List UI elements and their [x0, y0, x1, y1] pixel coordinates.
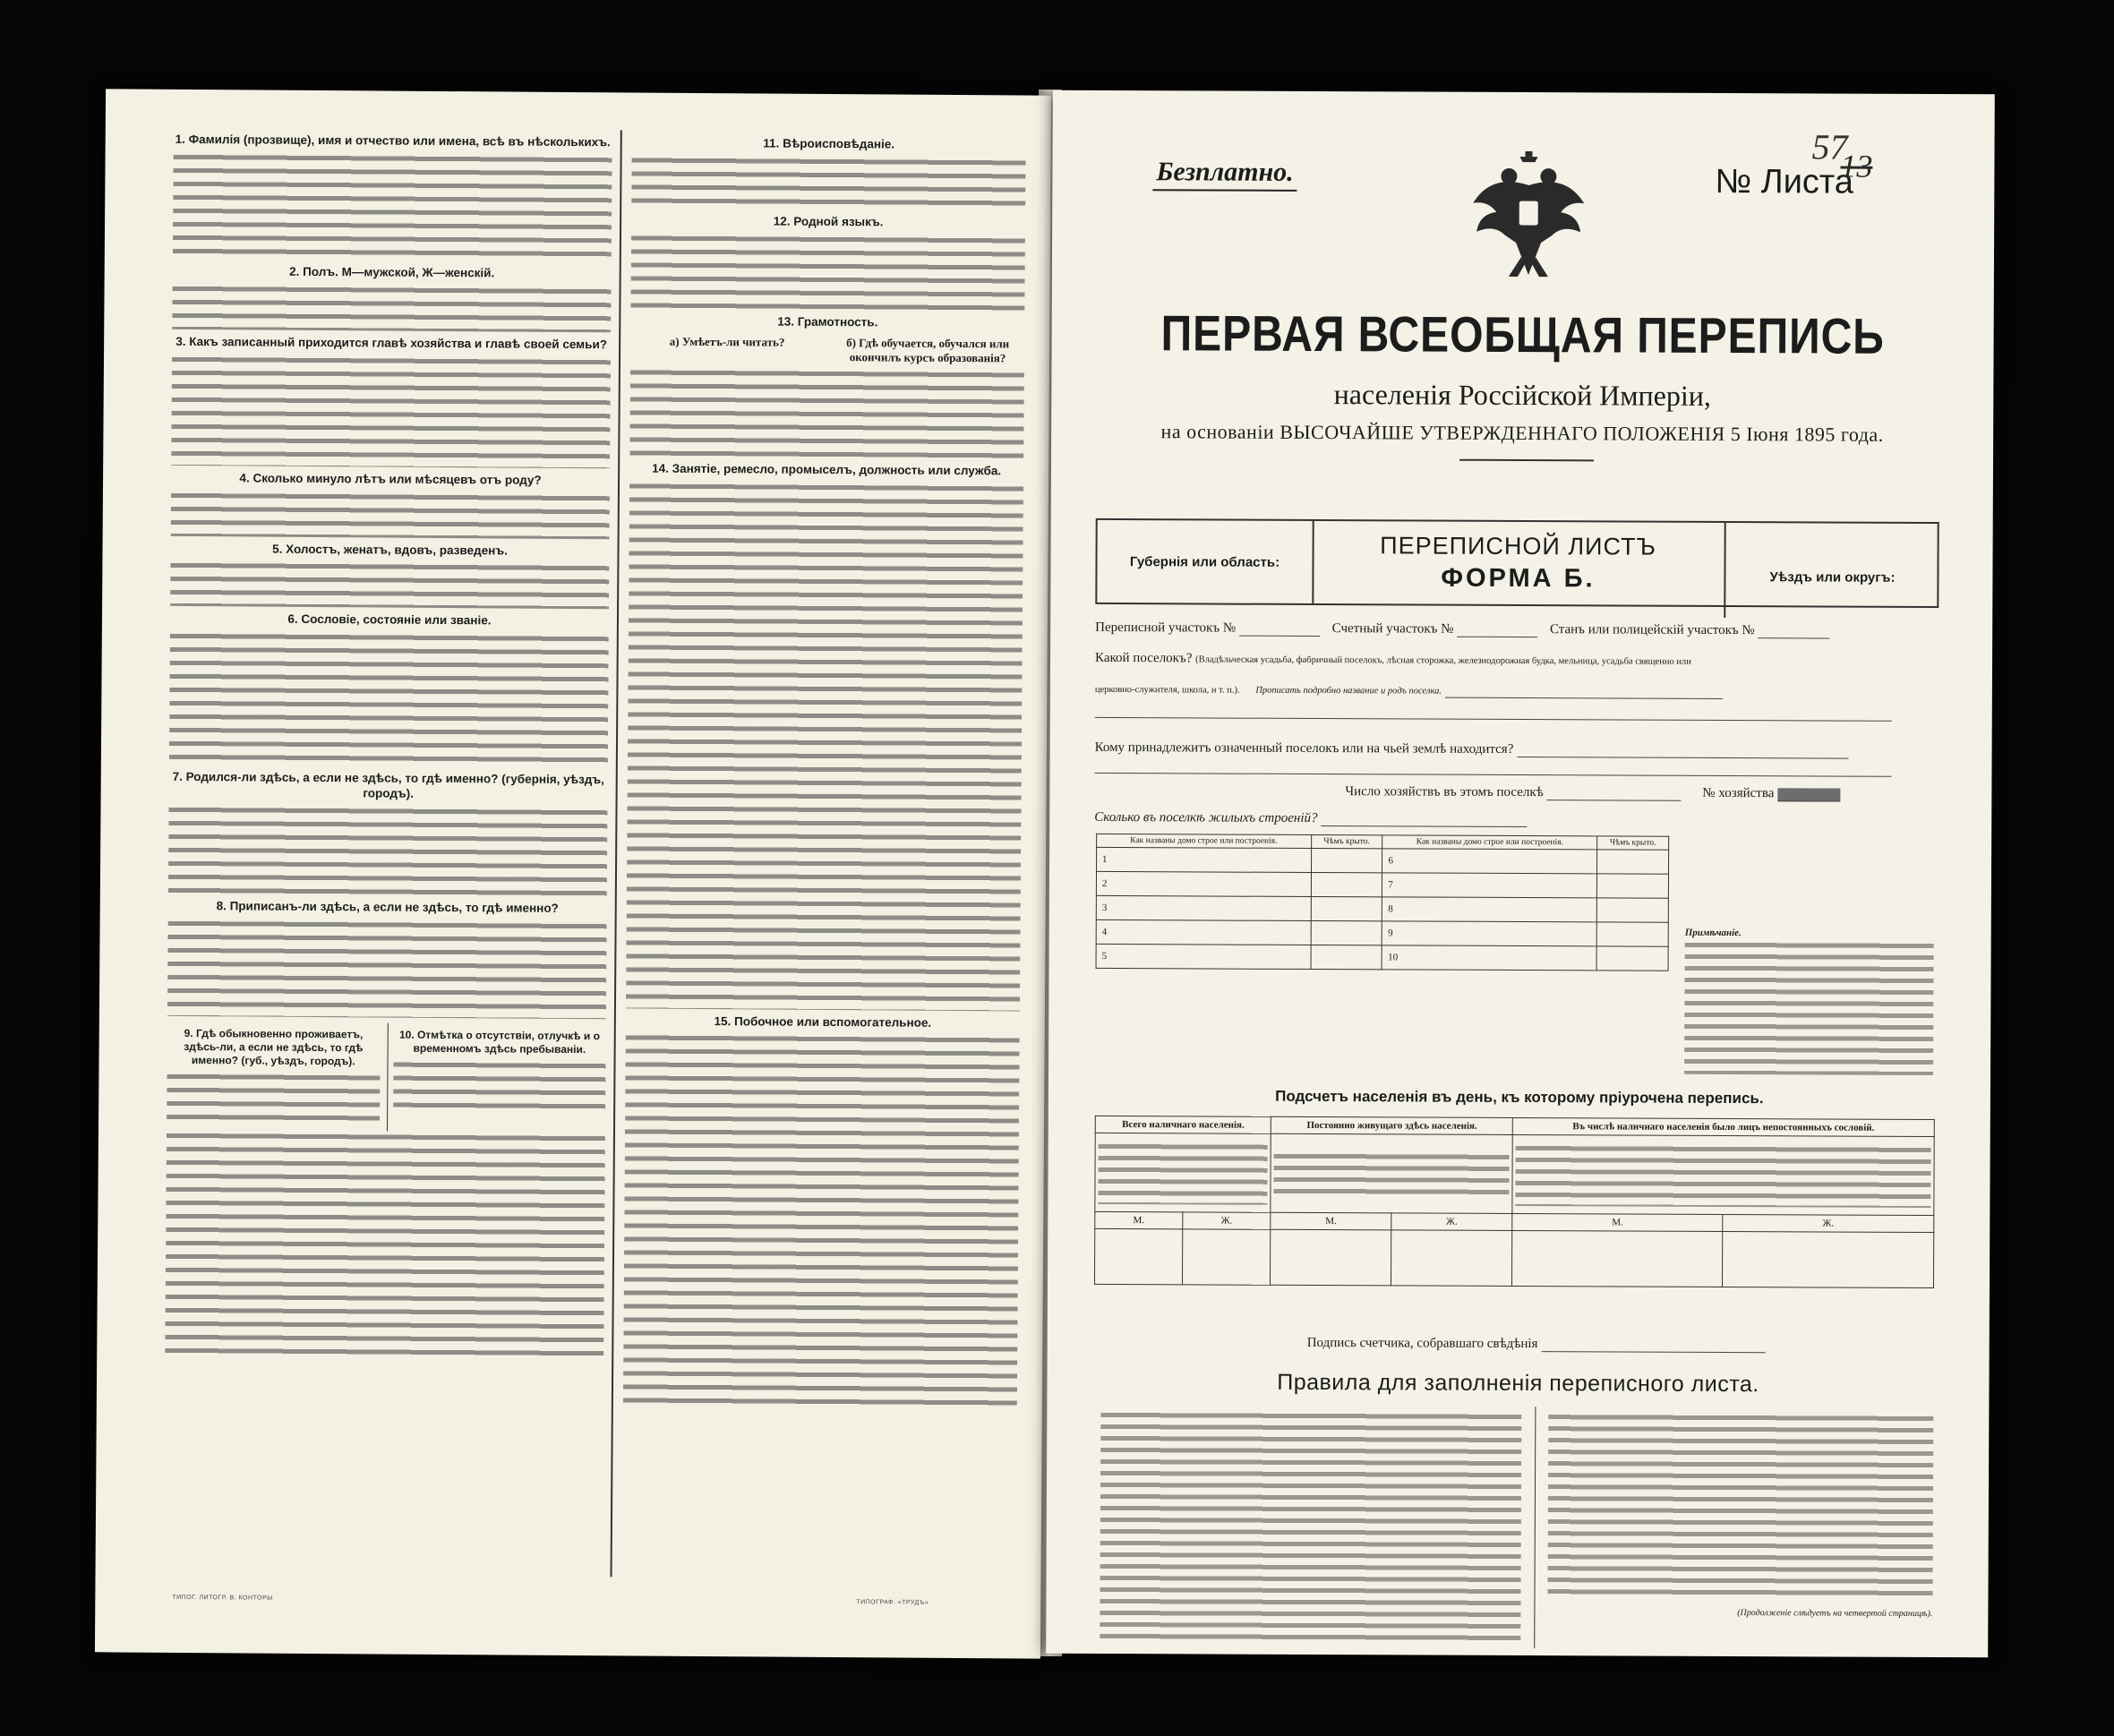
- side-note-title: Примѣчаніе.: [1684, 927, 1742, 939]
- roof-cell[interactable]: [1311, 848, 1382, 872]
- roof-cell[interactable]: [1311, 872, 1382, 896]
- row-number[interactable]: 2: [1096, 871, 1311, 896]
- title-divider: [1459, 459, 1594, 462]
- rules-column-2: [1547, 1412, 1933, 1620]
- signature-row: [1092, 1335, 1932, 1354]
- section-heading: 6. Сословіе, состояніе или званіе.: [287, 612, 492, 628]
- population-table: [1094, 1116, 1935, 1288]
- rules-column-1: [1100, 1410, 1521, 1645]
- male-label: М.: [1512, 1213, 1723, 1231]
- count-cell[interactable]: [1723, 1231, 1934, 1287]
- district-label: Переписной участокъ №: [1095, 620, 1237, 636]
- table-row: [1096, 895, 1668, 922]
- rules-continued: (Продолженіе слѣдуетъ на четвертой страницѣ).: [1737, 1608, 1933, 1620]
- row-number[interactable]: 6: [1382, 849, 1597, 874]
- census-decree: на основаніи ВЫСОЧАЙШЕ УТВЕРЖДЕННАГО ПОЛОЖЕНІЯ 5 Іюня 1895 года.: [1160, 420, 1884, 446]
- male-label: М.: [1095, 1211, 1183, 1228]
- rules-divider: [1534, 1407, 1536, 1648]
- section-text: [167, 918, 607, 1019]
- pop-col-total: Всего наличнаго населенія.: [1095, 1116, 1271, 1133]
- section-text: [167, 1071, 380, 1126]
- count-cell[interactable]: [1094, 1228, 1182, 1284]
- section-3: [171, 335, 611, 468]
- section-text: [623, 1032, 1020, 1411]
- section-text: [629, 366, 1024, 458]
- section-text: [165, 1130, 605, 1356]
- settlement-row-2: [1095, 681, 1935, 700]
- section-heading: 15. Побочное или вспомогательное.: [714, 1013, 932, 1030]
- pop-note: [1271, 1133, 1512, 1213]
- section-text: [168, 804, 608, 896]
- form-header-box: [1095, 518, 1939, 608]
- population-heading: Подсчетъ населенія въ день, къ которому пріурочена перепись.: [1275, 1087, 1764, 1107]
- section-13-subheads: [630, 334, 1024, 369]
- section-heading: 2. Полъ. М—мужской, Ж—женскій.: [289, 264, 495, 280]
- imperial-eagle-icon: [1466, 150, 1592, 285]
- buildings-table: [1096, 834, 1670, 971]
- side-note: [1684, 928, 1934, 1075]
- stan-label: Станъ или полицейскій участокъ №: [1549, 622, 1755, 638]
- signature-label: Подпись счетчика, собравшаго свѣдѣнія: [1306, 1335, 1538, 1352]
- female-label: Ж.: [1723, 1214, 1934, 1232]
- table-row: [1096, 944, 1668, 971]
- section-subheading: б) Гдѣ обучается, обучался или окончилъ курсъ образованія?: [846, 335, 1010, 364]
- count-cell[interactable]: [1182, 1229, 1271, 1285]
- rules-heading: Правила для заполненія переписного листа.: [1277, 1369, 1759, 1398]
- settlement-question: Какой поселокъ?: [1095, 650, 1193, 666]
- counting-label: Счетный участокъ №: [1331, 621, 1454, 637]
- settlement-line[interactable]: [1095, 717, 1892, 722]
- section-13: [629, 313, 1024, 458]
- buildings-question: Сколько въ поселкѣ жилыхъ строеній?: [1094, 809, 1318, 826]
- handwritten-number: 57: [1811, 126, 1848, 167]
- section-12: [630, 213, 1025, 311]
- buildings-head-roof: Чѣмъ крыто.: [1311, 834, 1382, 848]
- owner-question: Кому принадлежитъ означенный поселокъ или на чьей землѣ находится?: [1094, 740, 1514, 757]
- instructions-column-2: [621, 130, 1025, 1586]
- section-heading: 3. Какъ записанный приходится главѣ хозяйства и главѣ своей семьи?: [175, 334, 608, 352]
- section-1: [173, 133, 612, 261]
- guberniya-label: Губернія или область:: [1097, 520, 1314, 603]
- roof-cell[interactable]: [1596, 874, 1668, 898]
- section-text: [173, 151, 612, 261]
- section-6: [169, 611, 609, 767]
- section-subheading: а) Умѣетъ-ли читать?: [669, 334, 785, 349]
- stan-field[interactable]: [1758, 625, 1829, 638]
- right-page: [1046, 90, 1995, 1658]
- roof-cell[interactable]: [1311, 896, 1382, 920]
- sheet-number-value: 13: [1840, 148, 1873, 184]
- section-11: [631, 135, 1026, 210]
- section-heading: 9. Гдѣ обыкновенно проживаетъ, здѣсь-ли, а если не здѣсь, то гдѣ именно? (губ., уѣздъ, городъ).: [184, 1026, 364, 1068]
- sections-9-10: [167, 1022, 606, 1133]
- roof-cell[interactable]: [1596, 850, 1668, 874]
- row-number[interactable]: 8: [1382, 897, 1597, 922]
- households-field[interactable]: [1547, 787, 1682, 801]
- owner-line[interactable]: [1094, 773, 1891, 777]
- roof-cell[interactable]: [1596, 898, 1668, 922]
- section-heading: 5. Холостъ, женатъ, вдовъ, разведенъ.: [272, 542, 508, 557]
- side-note-text: [1684, 940, 1934, 1075]
- section-heading: 10. Отмѣтка о отсутствіи, отлучкѣ и о временномъ здѣсь пребываніи.: [398, 1028, 601, 1056]
- section-2: [172, 264, 611, 332]
- row-number[interactable]: 3: [1096, 895, 1311, 920]
- buildings-field[interactable]: [1321, 813, 1527, 827]
- pop-note: [1512, 1134, 1934, 1215]
- section-heading: 13. Грамотность.: [777, 314, 878, 329]
- owner-field[interactable]: [1517, 744, 1848, 759]
- female-label: Ж.: [1183, 1212, 1271, 1229]
- form-label: ФОРМА Б.: [1441, 563, 1596, 594]
- instructions-column-1: [163, 127, 612, 1584]
- free-label: Безплатно.: [1152, 157, 1297, 192]
- district-row: [1095, 620, 1935, 639]
- section-8: [167, 899, 607, 1019]
- section-heading: 12. Родной языкъ.: [773, 214, 884, 229]
- male-label: М.: [1271, 1212, 1391, 1230]
- buildings-row: [1094, 810, 1934, 829]
- left-page: [95, 89, 1051, 1658]
- female-label: Ж.: [1391, 1213, 1512, 1231]
- buildings-head-roof: Чѣмъ крыто.: [1597, 836, 1669, 850]
- section-10: [386, 1022, 605, 1133]
- section-text: [171, 489, 610, 538]
- roof-cell[interactable]: [1311, 920, 1382, 945]
- section-text: [630, 232, 1025, 311]
- roof-cell[interactable]: [1596, 922, 1668, 946]
- buildings-head-name: Как названы домо строе или построенія.: [1097, 834, 1312, 848]
- printer-imprint: ТИПОГРАФ. «ТРУДЪ»: [856, 1599, 929, 1606]
- column-divider: [611, 130, 622, 1577]
- section-text: [626, 480, 1023, 1011]
- census-subtitle: населенія Россійской Имперіи,: [1333, 378, 1712, 412]
- section-heading: 11. Вѣроисповѣданіе.: [763, 136, 895, 151]
- pop-note-text: [1516, 1142, 1931, 1207]
- section-text: [171, 353, 611, 467]
- count-cell[interactable]: [1391, 1230, 1512, 1287]
- table-row: [1096, 919, 1668, 946]
- section-text: [631, 154, 1025, 210]
- settlement-note-3: Прописать подробно название и родъ поселка.: [1255, 685, 1442, 697]
- section-14: [626, 461, 1023, 1011]
- rules-text: [1100, 1410, 1521, 1645]
- roof-cell[interactable]: [1311, 945, 1382, 969]
- household-number-label: № хозяйства: [1702, 785, 1775, 801]
- sheet-title: ПЕРЕПИСНОЙ ЛИСТЪ: [1380, 532, 1657, 560]
- section-heading: 14. Занятіе, ремесло, промыселъ, должность или служба.: [652, 461, 1002, 477]
- uezd-label: Уѣздъ или округъ:: [1724, 523, 1939, 619]
- pop-col-permanent: Постоянно живущаго здѣсь населенія.: [1271, 1116, 1513, 1134]
- sheet-title-cell: [1312, 521, 1724, 605]
- section-text: [170, 560, 609, 609]
- district-field[interactable]: [1239, 623, 1320, 637]
- roof-cell[interactable]: [1596, 946, 1668, 971]
- row-number[interactable]: 10: [1382, 945, 1597, 971]
- section-text: [172, 283, 611, 332]
- pop-note: [1095, 1133, 1271, 1212]
- pop-note-text: [1098, 1141, 1268, 1204]
- section-4: [171, 470, 610, 538]
- table-row: [1097, 847, 1669, 874]
- section-heading: 1. Фамилія (прозвище), имя и отчество или имена, всѣ въ нѣсколькихъ.: [175, 132, 611, 150]
- section-5: [170, 541, 609, 609]
- settlement-note-2: церковно-служителя, школа, и т. п.).: [1094, 684, 1240, 696]
- buildings-head-name: Как названы домо строе или построенія.: [1382, 835, 1597, 850]
- households-label: Число хозяйствъ въ этомъ поселкѣ: [1345, 784, 1544, 800]
- printer-imprint: ТИПОГ. ЛИТОГР. В. КОНТОРЫ: [172, 1594, 273, 1602]
- section-text: [393, 1058, 606, 1114]
- pop-note-text: [1274, 1150, 1510, 1196]
- section-heading: 7. Родился-ли здѣсь, а если не здѣсь, то гдѣ именно? (губернія, уѣздъ, городъ).: [172, 770, 604, 800]
- census-title: ПЕРВАЯ ВСЕОБЩАЯ ПЕРЕПИСЬ: [1160, 304, 1885, 364]
- household-number-field[interactable]: [1777, 788, 1840, 801]
- section-7: [168, 770, 608, 896]
- signature-field[interactable]: [1541, 1338, 1765, 1353]
- rules-text: [1547, 1412, 1933, 1602]
- row-number[interactable]: 4: [1096, 919, 1311, 945]
- sheet-number-label: № Листа: [1715, 162, 1854, 201]
- households-row: [1094, 783, 1934, 802]
- count-cell[interactable]: [1512, 1230, 1723, 1287]
- settlement-note: (Владѣльческая усадьба, фабричный поселокъ, лѣсная сторожка, железнодорожная будка, мельница, усадьба священно или: [1195, 654, 1691, 667]
- settlement-row: [1095, 651, 1935, 670]
- section-heading: 8. Приписанъ-ли здѣсь, а если не здѣсь, то гдѣ именно?: [216, 899, 559, 915]
- row-number[interactable]: 5: [1096, 944, 1311, 969]
- counting-field[interactable]: [1457, 624, 1537, 637]
- row-number[interactable]: 1: [1097, 847, 1312, 872]
- section-heading: 4. Сколько минуло лѣтъ или мѣсяцевъ отъ роду?: [239, 471, 542, 487]
- pop-col-transient: Въ числѣ наличнаго населенія было лицъ непостоянныхъ сословій.: [1513, 1117, 1935, 1136]
- row-number[interactable]: 9: [1382, 921, 1597, 946]
- settlement-field[interactable]: [1445, 685, 1723, 699]
- table-row: [1096, 871, 1668, 898]
- section-9: [167, 1022, 380, 1132]
- row-number[interactable]: 7: [1382, 873, 1597, 898]
- owner-row: [1095, 740, 1935, 759]
- section-15: [623, 1013, 1020, 1411]
- count-cell[interactable]: [1271, 1229, 1391, 1286]
- section-text: [169, 630, 609, 767]
